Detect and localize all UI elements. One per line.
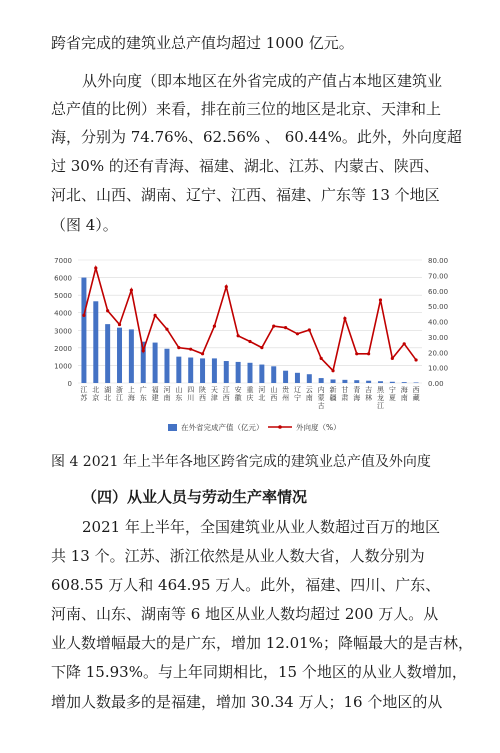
category-label: 宁夏: [388, 386, 396, 402]
category-label: 福建: [151, 386, 159, 402]
line-point: [225, 285, 228, 288]
bar: [259, 365, 264, 383]
line-point: [343, 317, 346, 320]
category-label: 贵州: [282, 386, 290, 402]
line-point: [130, 289, 133, 292]
bar: [117, 328, 122, 383]
text-line: 共 13 个。江苏、浙江依然是从业人数大省，人数分别为: [51, 547, 425, 565]
category-label: 重庆: [246, 386, 254, 402]
bar: [153, 343, 158, 383]
line-point: [154, 314, 157, 317]
left-axis-tick-label: 3000: [54, 327, 72, 336]
bar: [212, 358, 217, 383]
line-point: [391, 357, 394, 360]
bar: [164, 349, 169, 383]
category-label: 黑龙江: [376, 386, 384, 410]
bar: [200, 358, 205, 383]
line-point: [94, 266, 97, 269]
figure-4-chart: [0, 250, 500, 445]
legend-bar-label: 在外省完成产值（亿元）: [181, 423, 264, 432]
bar: [414, 382, 419, 383]
line-point: [189, 348, 192, 351]
right-axis-tick-label: 50.00: [428, 303, 449, 312]
bar: [81, 278, 86, 383]
category-label: 山东: [175, 386, 183, 402]
bar: [224, 361, 229, 383]
category-label: 海南: [400, 386, 408, 402]
text-line: 608.55 万人和 464.95 万人。此外，福建、四川、广东、: [51, 576, 441, 594]
bar: [129, 329, 134, 383]
text-line: （图 4）。: [51, 216, 118, 234]
legend-bar-swatch: [168, 424, 177, 431]
category-label: 内蒙古: [317, 386, 325, 410]
left-axis-tick-label: 5000: [54, 292, 72, 301]
text-line: 跨省完成的建筑业总产值均超过 1000 亿元。: [51, 34, 354, 52]
line-point: [237, 334, 240, 337]
category-label: 浙江: [116, 386, 124, 402]
line-point: [142, 349, 145, 352]
category-label: 江西: [222, 386, 230, 402]
right-axis-tick-label: 40.00: [428, 318, 449, 327]
line-point: [248, 340, 251, 343]
category-label: 青海: [353, 386, 361, 402]
category-label: 陕西: [199, 386, 207, 402]
line-point: [320, 357, 323, 360]
text-line: 2021 年上半年，全国建筑业从业人数超过百万的地区: [82, 518, 440, 536]
line-point: [82, 314, 85, 317]
category-label: 上海: [127, 386, 135, 402]
category-label: 湖北: [104, 386, 112, 402]
text-line: 下降 15.93%。与上年同期相比，15 个地区的从业人数增加，: [51, 663, 467, 681]
bar: [307, 374, 312, 383]
bar: [402, 382, 407, 383]
line-point: [177, 346, 180, 349]
bar: [378, 381, 383, 383]
line-point: [308, 328, 311, 331]
category-label: 新疆: [329, 386, 337, 402]
line-point: [260, 346, 263, 349]
category-label: 西藏: [412, 386, 420, 402]
bar: [390, 382, 395, 383]
legend-line-marker: [278, 425, 282, 429]
bar: [319, 378, 324, 383]
bar: [283, 371, 288, 383]
bar: [342, 380, 347, 383]
bar: [366, 381, 371, 383]
line-point: [331, 369, 334, 372]
bar: [271, 366, 276, 383]
category-label: 云南: [305, 386, 313, 402]
text-line: 增加人数最多的是福建，增加 30.34 万人；16 个地区的从: [51, 693, 443, 711]
left-axis-tick-label: 4000: [54, 309, 72, 318]
text-line: 总产值的比例）来看，排在前三位的地区是北京、天津和上: [51, 100, 442, 118]
bar: [105, 324, 110, 383]
right-axis-tick-label: 80.00: [428, 257, 449, 265]
line-point: [355, 352, 358, 355]
figure-caption: 图 4 2021 年上半年各地区跨省完成的建筑业总产值及外向度: [51, 454, 431, 470]
section-heading: （四）从业人员与劳动生产率情况: [82, 488, 308, 506]
category-label: 天津: [210, 386, 218, 402]
text-line: 从外向度（即本地区在外省完成的产值占本地区建筑业: [82, 72, 443, 90]
text-line: 海，分别为 74.76%、62.56% 、 60.44%。此外，外向度超: [51, 128, 462, 146]
bar: [354, 380, 359, 383]
bar: [93, 301, 98, 383]
right-axis-tick-label: 70.00: [428, 272, 449, 281]
bar: [236, 362, 241, 383]
category-label: 江苏: [80, 386, 88, 402]
left-axis-tick-label: 7000: [54, 257, 72, 265]
text-line: 过 30% 的还有青海、福建、湖北、江苏、内蒙古、陕西、: [51, 157, 439, 175]
category-label: 北京: [92, 386, 100, 402]
bar: [331, 379, 336, 383]
category-label: 河北: [258, 386, 266, 402]
line-point: [284, 326, 287, 329]
right-axis-tick-label: 60.00: [428, 287, 449, 296]
left-axis-tick-label: 1000: [54, 362, 72, 371]
legend-line-label: 外向度（%）: [296, 423, 341, 432]
bar: [295, 373, 300, 383]
bar: [176, 357, 181, 383]
right-axis-tick-label: 20.00: [428, 349, 449, 358]
category-label: 辽宁: [293, 386, 301, 402]
text-line: 河北、山西、湖南、辽宁、江西、福建、广东等 13 个地区: [51, 186, 440, 204]
line-point: [106, 309, 109, 312]
line-point: [367, 352, 370, 355]
left-axis-tick-label: 0: [67, 380, 72, 388]
category-label: 四川: [187, 386, 195, 402]
line-point: [414, 358, 417, 361]
left-axis-tick-label: 6000: [54, 274, 72, 283]
line-point: [272, 325, 275, 328]
line-point: [296, 332, 299, 335]
bar: [188, 358, 193, 383]
category-label: 山西: [270, 386, 278, 402]
category-label: 安徽: [234, 386, 242, 402]
category-label: 河南: [163, 386, 171, 402]
right-axis-tick-label: 10.00: [428, 364, 449, 373]
bar: [248, 363, 253, 383]
category-label: 广东: [139, 386, 147, 402]
line-point: [379, 298, 382, 301]
text-line: 河南、山东、湖南等 6 地区从业人数均超过 200 万人。从: [51, 605, 439, 623]
category-label: 甘肃: [341, 386, 349, 402]
category-label: 吉林: [365, 386, 373, 402]
line-point: [403, 342, 406, 345]
left-axis-tick-label: 2000: [54, 344, 72, 353]
text-line: 业人数增幅最大的是广东，增加 12.01%；降幅最大的是吉林，: [51, 634, 473, 652]
line-point: [213, 325, 216, 328]
line-point: [118, 323, 121, 326]
right-axis-tick-label: 0.00: [428, 380, 444, 388]
line-point: [165, 328, 168, 331]
line-point: [201, 352, 204, 355]
right-axis-tick-label: 30.00: [428, 333, 449, 342]
